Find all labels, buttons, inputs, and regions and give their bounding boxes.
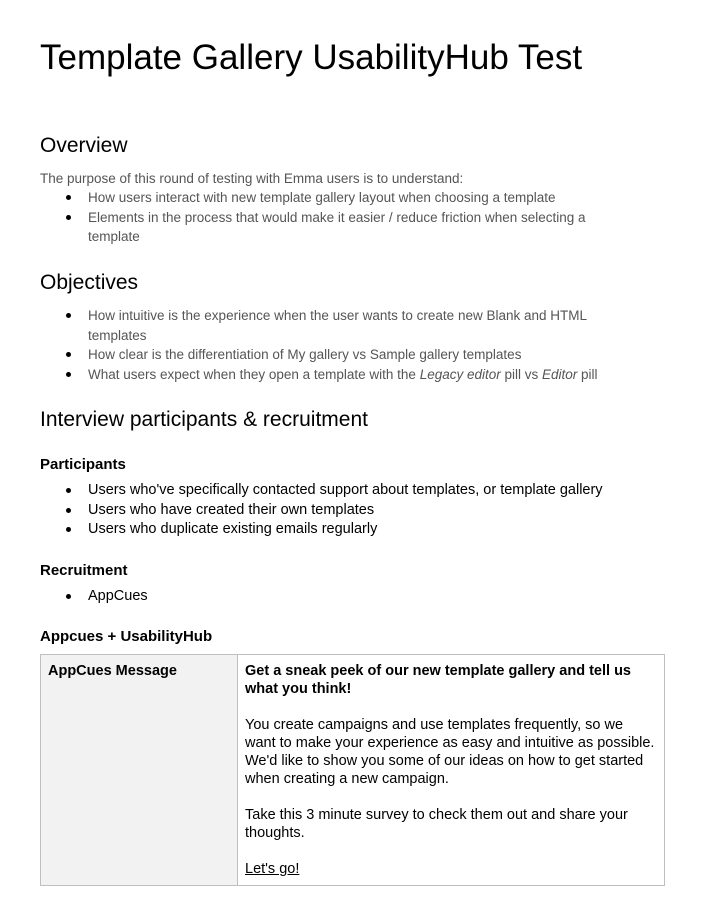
participants-heading: Participants (40, 456, 126, 473)
list-item: Users who've specifically contacted support about templates, or template gallery (40, 481, 680, 501)
appcues-message-label: AppCues Message (41, 655, 238, 886)
editor-pill-text: Editor (542, 366, 578, 382)
appcues-message-body (238, 655, 665, 886)
list-item: Users who have created their own templates (40, 501, 680, 521)
message-title: Get a sneak peek of our new template gallery and tell us what you think! (245, 663, 631, 697)
list-item: How clear is the differentiation of My gallery vs Sample gallery templates (40, 345, 618, 365)
lets-go-link[interactable]: Let's go! (245, 861, 300, 877)
message-cta-line (245, 860, 657, 878)
appcues-heading: Appcues + UsabilityHub (40, 628, 213, 645)
objective-text: pill (577, 366, 598, 382)
overview-heading: Overview (40, 134, 128, 157)
interview-heading: Interview participants & recruitment (40, 408, 368, 431)
overview-list (40, 188, 640, 247)
recruitment-list (40, 587, 640, 607)
list-item: Elements in the process that would make it easier / reduce friction when selecting a template (40, 208, 618, 247)
document-title: Template Gallery UsabilityHub Test (40, 38, 583, 77)
objective-text: What users expect when they open a template with the (88, 366, 420, 382)
list-item: AppCues (40, 587, 640, 607)
objectives-list (40, 306, 640, 384)
list-item: Users who duplicate existing emails regularly (40, 520, 680, 540)
message-paragraph: Take this 3 minute survey to check them out and share your thoughts. (245, 807, 628, 841)
overview-intro: The purpose of this round of testing with Emma users is to understand: (40, 171, 464, 186)
objective-text: pill vs (500, 366, 543, 382)
legacy-editor-pill-text: Legacy editor (419, 366, 501, 382)
list-item (40, 365, 648, 385)
participants-list (40, 481, 680, 540)
appcues-message-table (40, 654, 665, 886)
list-item: How intuitive is the experience when the user wants to create new Blank and HTML templates (40, 306, 618, 345)
list-item: How users interact with new template gallery layout when choosing a template (40, 188, 618, 208)
table-row (41, 655, 665, 886)
objectives-heading: Objectives (40, 271, 139, 294)
message-paragraph: You create campaigns and use templates frequently, so we want to make your experience as easy and intuitive as possible. We'd like to show you some of our ideas on how to get started when creating a new campaign. (245, 717, 655, 787)
recruitment-heading: Recruitment (40, 562, 128, 579)
